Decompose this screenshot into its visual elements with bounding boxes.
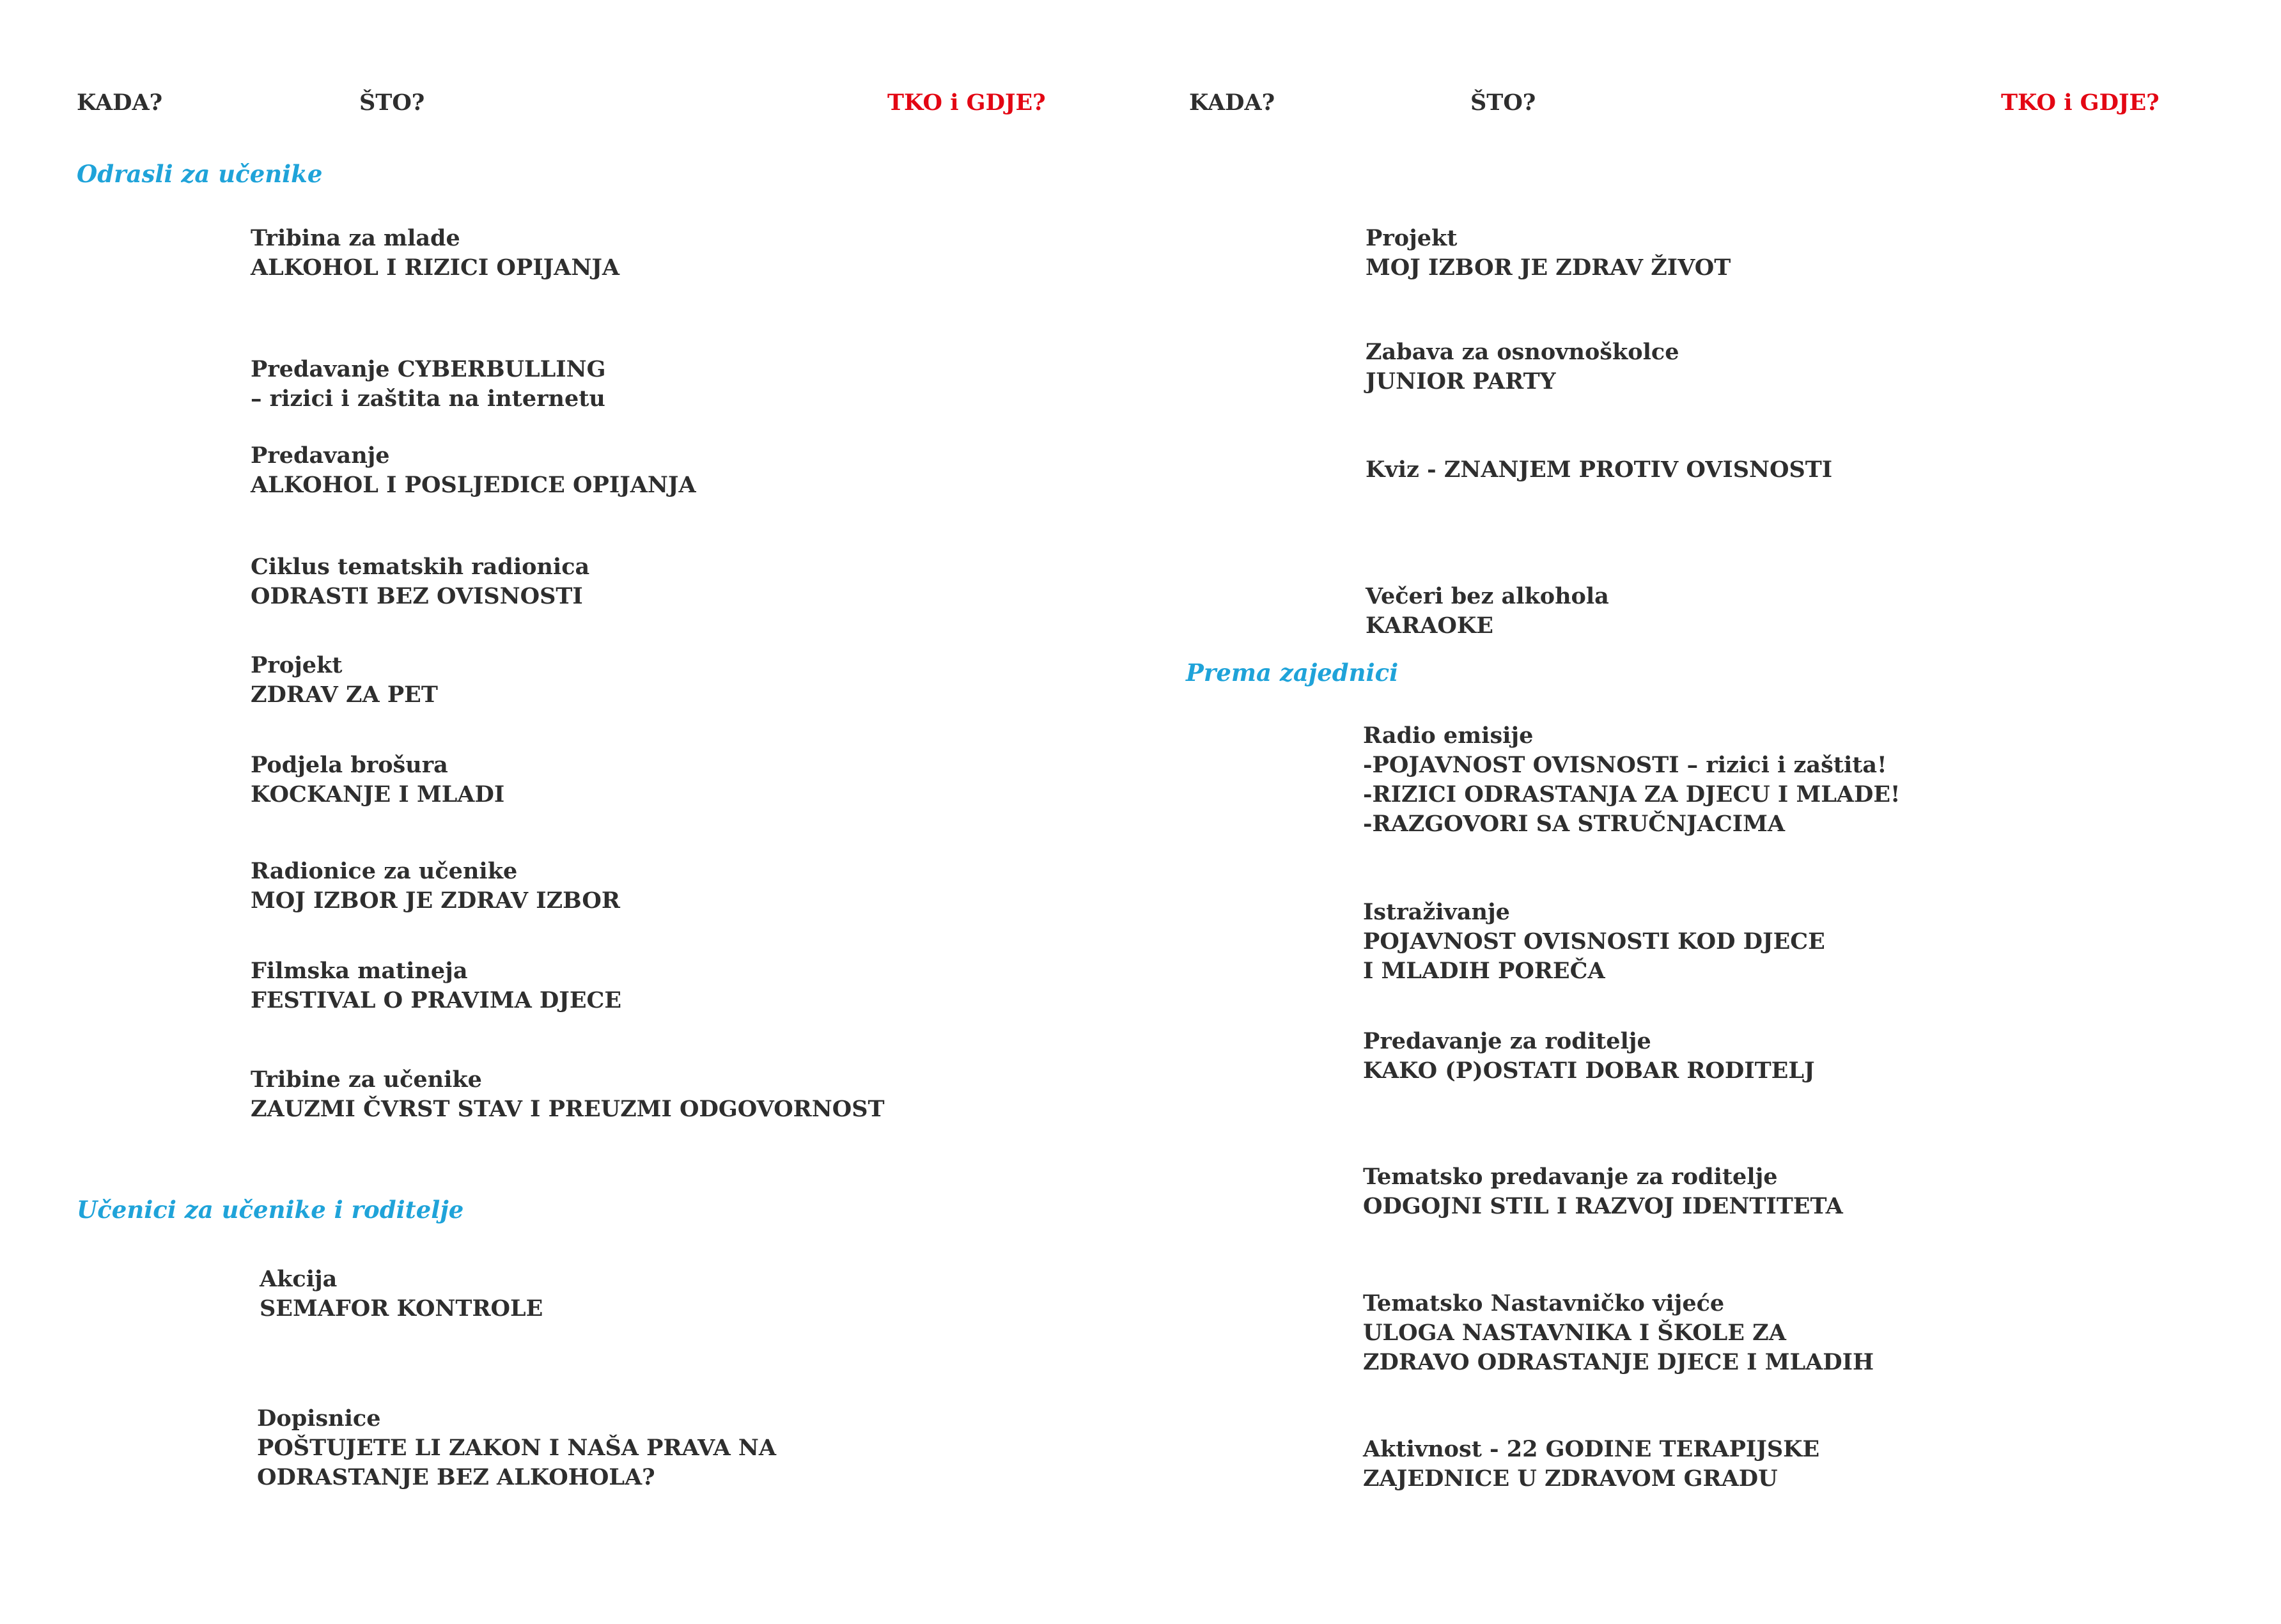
event-title-line: Radio emisije — [1363, 722, 1534, 749]
event-title-line: Tribine za učenike — [251, 1066, 482, 1093]
event-title — [1366, 582, 1609, 641]
event-title — [251, 224, 619, 283]
event-title — [251, 956, 621, 1015]
section-zajednica: Prema zajednici — [1186, 659, 1399, 687]
event-title-line: Predavanje — [251, 442, 390, 469]
event-title-line: ODRASTANJE BEZ ALKOHOLA? — [257, 1464, 655, 1490]
event-title-line: Filmska matineja — [251, 958, 468, 984]
event-title-line: Dopisnice — [257, 1405, 381, 1432]
section-ucenici: Učenici za učenike i roditelje — [77, 1196, 464, 1224]
header-sto-right: ŠTO? — [1470, 90, 1536, 116]
event-title-line: ODGOJNI STIL I RAZVOJ IDENTITETA — [1363, 1193, 1843, 1219]
event-title-line: Istraživanje — [1363, 899, 1510, 925]
event-title-line: Tribina za mlade — [251, 225, 460, 251]
event-title-line: JUNIOR PARTY — [1366, 368, 1556, 394]
event-title-line: Predavanje za roditelje — [1363, 1028, 1651, 1054]
header-kada: KADA? — [77, 90, 163, 116]
event-title-line: -RAZGOVORI SA STRUČNJACIMA — [1363, 811, 1785, 837]
event-title-line: – rizici i zaštita na internetu — [251, 386, 605, 412]
event-title-line: Aktivnost - 22 GODINE TERAPIJSKE — [1363, 1436, 1820, 1462]
event-title-line: -POJAVNOST OVISNOSTI – rizici i zaštita! — [1363, 752, 1887, 778]
event-title — [251, 857, 620, 916]
event-title-line: ZDRAVO ODRASTANJE DJECE I MLADIH — [1363, 1349, 1874, 1375]
event-title-line: KOCKANJE I MLADI — [251, 781, 505, 808]
event-title-line: Akcija — [260, 1266, 338, 1292]
event-title-line: Zabava za osnovnoškolce — [1366, 339, 1679, 365]
event-title-line: -RIZICI ODRASTANJA ZA DJECU I MLADE! — [1363, 781, 1901, 808]
event-title-line: MOJ IZBOR JE ZDRAV ŽIVOT — [1366, 254, 1731, 281]
event-title-line: Večeri bez alkohola — [1366, 583, 1609, 609]
event-title — [1366, 224, 1731, 283]
event-title-line: POJAVNOST OVISNOSTI KOD DJECE — [1363, 928, 1825, 955]
event-title-line: FESTIVAL O PRAVIMA DJECE — [251, 987, 622, 1013]
event-title — [1363, 1289, 1874, 1377]
header-tko: TKO i GDJE? — [887, 90, 1046, 116]
event-title-line: Projekt — [251, 652, 343, 678]
event-title-line: I MLADIH POREČA — [1363, 958, 1605, 984]
event-title-line: SEMAFOR KONTROLE — [260, 1295, 543, 1322]
event-title-line: Tematsko Nastavničko vijeće — [1363, 1290, 1725, 1316]
event-title-line: ZAJEDNICE U ZDRAVOM GRADU — [1363, 1465, 1778, 1492]
section-odrasli: Odrasli za učenike — [77, 160, 323, 188]
event-title-line: MOJ IZBOR JE ZDRAV IZBOR — [251, 887, 620, 914]
event-title — [1363, 721, 1900, 839]
event-title-line: ZAUZMI ČVRST STAV I PREUZMI ODGOVORNOST — [251, 1096, 885, 1122]
event-title-line: ODRASTI BEZ OVISNOSTI — [251, 583, 583, 609]
event-title-line: Radionice za učenike — [251, 858, 518, 884]
event-title — [1366, 338, 1679, 396]
event-title-line: KARAOKE — [1366, 613, 1493, 639]
header-sto: ŠTO? — [359, 90, 425, 116]
event-title — [251, 1065, 885, 1124]
event-title-line: Kviz - ZNANJEM PROTIV OVISNOSTI — [1366, 457, 1833, 483]
event-title — [251, 651, 438, 710]
event-title-line: ALKOHOL I RIZICI OPIJANJA — [251, 254, 620, 281]
event-title — [1366, 455, 1832, 485]
event-title — [260, 1265, 543, 1323]
event-title — [1363, 1027, 1815, 1086]
event-title-line: ZDRAV ZA PET — [251, 682, 438, 708]
event-title-line: ULOGA NASTAVNIKA I ŠKOLE ZA — [1363, 1320, 1786, 1346]
event-title-line: Predavanje CYBERBULLING — [251, 356, 606, 382]
event-title — [251, 355, 606, 414]
event-title — [257, 1404, 776, 1492]
header-kada-right: KADA? — [1189, 90, 1275, 116]
event-title — [1363, 898, 1825, 986]
event-title-line: ALKOHOL I POSLJEDICE OPIJANJA — [251, 472, 696, 498]
event-title-line: Tematsko predavanje za roditelje — [1363, 1164, 1778, 1190]
event-title — [251, 552, 589, 611]
event-title-line: Podjela brošura — [251, 752, 448, 778]
header-tko-right: TKO i GDJE? — [2001, 90, 2160, 116]
event-title-line: Ciklus tematskih radionica — [251, 554, 590, 580]
event-title-line: Projekt — [1366, 225, 1458, 251]
event-title-line: POŠTUJETE LI ZAKON I NAŠA PRAVA NA — [257, 1435, 777, 1461]
event-title — [251, 751, 504, 809]
event-title — [1363, 1435, 1819, 1494]
event-title-line: KAKO (P)OSTATI DOBAR RODITELJ — [1363, 1058, 1815, 1084]
event-title — [251, 441, 696, 500]
event-title — [1363, 1162, 1843, 1221]
